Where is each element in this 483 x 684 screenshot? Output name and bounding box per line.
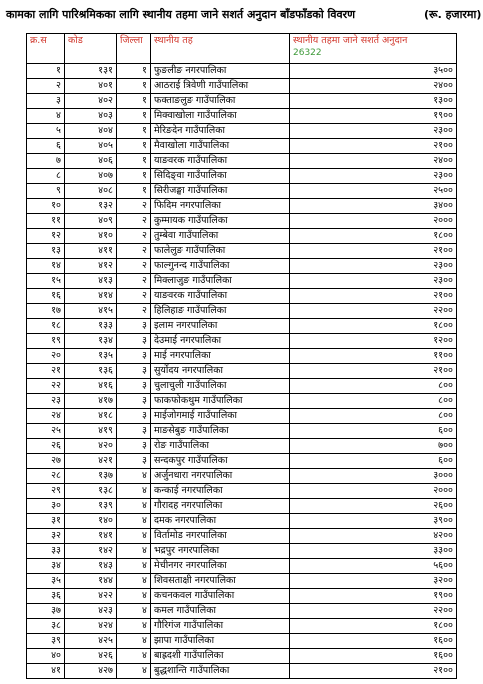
table-row — [27, 289, 457, 304]
cell-sn: ८ — [27, 169, 65, 184]
cell-sn: २१ — [27, 364, 65, 379]
cell-local-level: फिदिम नगरपालिका — [151, 199, 290, 214]
cell-district: ४ — [117, 634, 151, 649]
table-row — [27, 379, 457, 394]
cell-sn: २८ — [27, 469, 65, 484]
cell-local-level: सिदिङ्वा गाउँपालिका — [151, 169, 290, 184]
cell-grant-amount: ६०० — [290, 424, 457, 439]
cell-code: १३७ — [65, 469, 117, 484]
cell-local-level: याङवरक गाउँपालिका — [151, 154, 290, 169]
cell-district: ३ — [117, 439, 151, 454]
table-row — [27, 559, 457, 574]
cell-district: ३ — [117, 319, 151, 334]
cell-code: १३५ — [65, 349, 117, 364]
cell-code: ४०७ — [65, 169, 117, 184]
cell-district: १ — [117, 139, 151, 154]
table-row — [27, 589, 457, 604]
table-row — [27, 259, 457, 274]
cell-code: ४०६ — [65, 154, 117, 169]
cell-sn: ९ — [27, 184, 65, 199]
cell-grant-amount: १८०० — [290, 229, 457, 244]
cell-district: २ — [117, 199, 151, 214]
cell-sn: २४ — [27, 409, 65, 424]
grant-table — [26, 33, 457, 679]
cell-grant-amount: ८०० — [290, 394, 457, 409]
cell-sn: ३६ — [27, 589, 65, 604]
cell-grant-amount: ५६०० — [290, 559, 457, 574]
cell-grant-amount: ७०० — [290, 439, 457, 454]
table-header — [27, 34, 457, 64]
cell-sn: ७ — [27, 154, 65, 169]
table-row — [27, 139, 457, 154]
table-row — [27, 154, 457, 169]
cell-sn: १२ — [27, 229, 65, 244]
cell-sn: १५ — [27, 274, 65, 289]
cell-district: १ — [117, 79, 151, 94]
cell-local-level: फालेलुङ गाउँपालिका — [151, 244, 290, 259]
cell-grant-amount: ४२०० — [290, 529, 457, 544]
table-row — [27, 94, 457, 109]
cell-code: १३६ — [65, 364, 117, 379]
cell-local-level: कुम्मायक गाउँपालिका — [151, 214, 290, 229]
table-row — [27, 469, 457, 484]
cell-code: १३३ — [65, 319, 117, 334]
cell-sn: ४ — [27, 109, 65, 124]
cell-district: ४ — [117, 529, 151, 544]
cell-grant-amount: २४०० — [290, 79, 457, 94]
cell-district: १ — [117, 169, 151, 184]
cell-district: ४ — [117, 574, 151, 589]
cell-local-level: अर्जुनधारा नगरपालिका — [151, 469, 290, 484]
cell-code: ४२० — [65, 439, 117, 454]
cell-grant-amount: २५०० — [290, 184, 457, 199]
cell-sn: ३७ — [27, 604, 65, 619]
cell-grant-amount: १९०० — [290, 109, 457, 124]
cell-district: १ — [117, 154, 151, 169]
table-row — [27, 199, 457, 214]
cell-grant-amount: २००० — [290, 484, 457, 499]
cell-sn: ३९ — [27, 634, 65, 649]
table-row — [27, 649, 457, 664]
cell-code: ४१० — [65, 229, 117, 244]
cell-district: ३ — [117, 454, 151, 469]
cell-code: ४१२ — [65, 259, 117, 274]
cell-local-level: देउमाई नगरपालिका — [151, 334, 290, 349]
cell-code: १३१ — [65, 64, 117, 79]
cell-sn: १३ — [27, 244, 65, 259]
cell-local-level: हिलिहाङ गाउँपालिका — [151, 304, 290, 319]
cell-sn: १७ — [27, 304, 65, 319]
cell-district: ३ — [117, 364, 151, 379]
cell-local-level: बाह्रदशी गाउँपालिका — [151, 649, 290, 664]
cell-code: ४१७ — [65, 394, 117, 409]
cell-local-level: फुङलीङ नगरपालिका — [151, 64, 290, 79]
cell-local-level: मेरिङदेन गाउँपालिका — [151, 124, 290, 139]
cell-code: ४०१ — [65, 79, 117, 94]
cell-district: २ — [117, 274, 151, 289]
table-row — [27, 274, 457, 289]
cell-local-level: आठराई त्रिवेणी गाउँपालिका — [151, 79, 290, 94]
table-row — [27, 169, 457, 184]
table-row — [27, 424, 457, 439]
header-district: जिल्ला — [117, 34, 151, 64]
cell-code: ४२६ — [65, 649, 117, 664]
cell-district: २ — [117, 214, 151, 229]
cell-code: ४१५ — [65, 304, 117, 319]
cell-sn: १० — [27, 199, 65, 214]
cell-local-level: याङवरक गाउँपालिका — [151, 289, 290, 304]
cell-local-level: माङसेबुङ गाउँपालिका — [151, 424, 290, 439]
table-row — [27, 454, 457, 469]
header-grant-code: 26322 — [293, 48, 322, 58]
table-row — [27, 304, 457, 319]
table-row — [27, 394, 457, 409]
cell-grant-amount: २३०० — [290, 259, 457, 274]
cell-code: ४०९ — [65, 214, 117, 229]
cell-code: ४०५ — [65, 139, 117, 154]
header-grant — [290, 34, 457, 64]
cell-grant-amount: ३२०० — [290, 574, 457, 589]
cell-code: १३४ — [65, 334, 117, 349]
cell-code: ४२७ — [65, 664, 117, 679]
cell-local-level: माई नगरपालिका — [151, 349, 290, 364]
table-row — [27, 604, 457, 619]
cell-district: २ — [117, 289, 151, 304]
cell-district: २ — [117, 229, 151, 244]
cell-code: १३२ — [65, 199, 117, 214]
cell-sn: २७ — [27, 454, 65, 469]
cell-local-level: इलाम नगरपालिका — [151, 319, 290, 334]
cell-code: १४२ — [65, 544, 117, 559]
cell-code: ४१९ — [65, 424, 117, 439]
cell-local-level: गौरिगंज गाउँपालिका — [151, 619, 290, 634]
cell-local-level: कन्काई नगरपालिका — [151, 484, 290, 499]
cell-local-level: गौरादह नगरपालिका — [151, 499, 290, 514]
cell-grant-amount: ८०० — [290, 409, 457, 424]
cell-grant-amount: १९०० — [290, 589, 457, 604]
cell-local-level: फाल्गुनन्द गाउँपालिका — [151, 259, 290, 274]
cell-district: २ — [117, 259, 151, 274]
cell-code: ४११ — [65, 244, 117, 259]
cell-code: ४२४ — [65, 619, 117, 634]
cell-sn: २५ — [27, 424, 65, 439]
header-local-level: स्थानीय तह — [151, 34, 290, 64]
cell-local-level: सन्दकपुर गाउँपालिका — [151, 454, 290, 469]
cell-local-level: फक्ताङलुङ गाउँपालिका — [151, 94, 290, 109]
cell-local-level: फाकफोकथुम गाउँपालिका — [151, 394, 290, 409]
cell-code: ४१६ — [65, 379, 117, 394]
header-sn: क्र.स — [27, 34, 65, 64]
table-row — [27, 664, 457, 679]
cell-grant-amount: १८०० — [290, 319, 457, 334]
cell-local-level: भद्रपुर नगरपालिका — [151, 544, 290, 559]
cell-district: ४ — [117, 484, 151, 499]
table-row — [27, 574, 457, 589]
cell-local-level: कमल गाउँपालिका — [151, 604, 290, 619]
cell-district: ३ — [117, 379, 151, 394]
cell-local-level: मेचीनगर नगरपालिका — [151, 559, 290, 574]
cell-local-level: सुर्योदय नगरपालिका — [151, 364, 290, 379]
cell-district: ४ — [117, 499, 151, 514]
cell-grant-amount: २४०० — [290, 154, 457, 169]
cell-grant-amount: २००० — [290, 214, 457, 229]
cell-sn: ३२ — [27, 529, 65, 544]
cell-local-level: माईजोगमाई गाउँपालिका — [151, 409, 290, 424]
table-body — [27, 64, 457, 679]
cell-local-level: बुद्धशान्ति गाउँपालिका — [151, 664, 290, 679]
cell-local-level: सिरीजङ्घा गाउँपालिका — [151, 184, 290, 199]
table-row — [27, 349, 457, 364]
cell-local-level: मिक्लाजुङ गाउँपालिका — [151, 274, 290, 289]
header-grant-label: स्थानीय तहमा जाने सशर्त अनुदान — [293, 35, 408, 46]
table-row — [27, 109, 457, 124]
cell-sn: ५ — [27, 124, 65, 139]
cell-sn: २२ — [27, 379, 65, 394]
cell-sn: ६ — [27, 139, 65, 154]
cell-grant-amount: ३३०० — [290, 544, 457, 559]
cell-grant-amount: ३५०० — [290, 64, 457, 79]
cell-sn: ४० — [27, 649, 65, 664]
cell-district: ४ — [117, 514, 151, 529]
cell-grant-amount: २६०० — [290, 499, 457, 514]
cell-district: ४ — [117, 559, 151, 574]
cell-district: २ — [117, 244, 151, 259]
cell-local-level: विर्तामोड नगरपालिका — [151, 529, 290, 544]
cell-local-level: रोङ गाउँपालिका — [151, 439, 290, 454]
table-row — [27, 634, 457, 649]
cell-sn: १९ — [27, 334, 65, 349]
cell-grant-amount: २३०० — [290, 124, 457, 139]
cell-sn: १६ — [27, 289, 65, 304]
cell-sn: २९ — [27, 484, 65, 499]
cell-district: ४ — [117, 664, 151, 679]
cell-code: १४३ — [65, 559, 117, 574]
cell-sn: २३ — [27, 394, 65, 409]
cell-local-level: मिक्वाखोला गाउँपालिका — [151, 109, 290, 124]
cell-grant-amount: १२०० — [290, 334, 457, 349]
cell-district: ४ — [117, 649, 151, 664]
cell-code: ४२१ — [65, 454, 117, 469]
cell-local-level: मैवाखोला गाउँपालिका — [151, 139, 290, 154]
cell-district: ३ — [117, 409, 151, 424]
cell-sn: ४१ — [27, 664, 65, 679]
cell-code: ४२५ — [65, 634, 117, 649]
cell-grant-amount: १३०० — [290, 94, 457, 109]
table-row — [27, 124, 457, 139]
table-row — [27, 229, 457, 244]
table-row — [27, 364, 457, 379]
cell-grant-amount: २२०० — [290, 304, 457, 319]
cell-district: ३ — [117, 394, 151, 409]
cell-code: १४१ — [65, 529, 117, 544]
cell-grant-amount: ३४०० — [290, 199, 457, 214]
cell-local-level: कचनकवल गाउँपालिका — [151, 589, 290, 604]
cell-district: १ — [117, 64, 151, 79]
cell-district: २ — [117, 304, 151, 319]
cell-grant-amount: २१०० — [290, 364, 457, 379]
header-code: कोड — [65, 34, 117, 64]
header-row — [6, 4, 480, 30]
cell-district: ३ — [117, 334, 151, 349]
cell-code: ४१३ — [65, 274, 117, 289]
table-row — [27, 499, 457, 514]
cell-grant-amount: १६०० — [290, 634, 457, 649]
cell-code: १४४ — [65, 574, 117, 589]
table-row — [27, 214, 457, 229]
cell-district: ४ — [117, 619, 151, 634]
cell-sn: ३३ — [27, 544, 65, 559]
cell-district: ४ — [117, 604, 151, 619]
cell-grant-amount: २३०० — [290, 274, 457, 289]
table-row — [27, 514, 457, 529]
cell-sn: २ — [27, 79, 65, 94]
cell-grant-amount: २१०० — [290, 244, 457, 259]
unit-note: (रू. हजारमा) — [424, 8, 482, 21]
table-row — [27, 334, 457, 349]
cell-code: ४१४ — [65, 289, 117, 304]
cell-district: ३ — [117, 349, 151, 364]
cell-grant-amount: २२०० — [290, 604, 457, 619]
header-row-cells — [27, 34, 457, 64]
cell-grant-amount: १६०० — [290, 649, 457, 664]
cell-local-level: चुलाचुली गाउँपालिका — [151, 379, 290, 394]
table-row — [27, 319, 457, 334]
cell-code: १४० — [65, 514, 117, 529]
cell-sn: १४ — [27, 259, 65, 274]
cell-grant-amount: ३९०० — [290, 514, 457, 529]
table-row — [27, 244, 457, 259]
cell-code: ४०८ — [65, 184, 117, 199]
cell-local-level: शिवसताक्षी नगरपालिका — [151, 574, 290, 589]
cell-local-level: तुम्बेवा गाउँपालिका — [151, 229, 290, 244]
cell-code: ४२२ — [65, 589, 117, 604]
table-row — [27, 529, 457, 544]
cell-district: ४ — [117, 544, 151, 559]
table-row — [27, 484, 457, 499]
cell-grant-amount: २१०० — [290, 139, 457, 154]
cell-sn: ३ — [27, 94, 65, 109]
table-row — [27, 64, 457, 79]
cell-district: १ — [117, 124, 151, 139]
cell-code: ४२३ — [65, 604, 117, 619]
cell-code: १३९ — [65, 499, 117, 514]
cell-local-level: झापा गाउँपालिका — [151, 634, 290, 649]
cell-code: १३८ — [65, 484, 117, 499]
cell-sn: ३१ — [27, 514, 65, 529]
table-row — [27, 544, 457, 559]
cell-district: १ — [117, 184, 151, 199]
table-row — [27, 184, 457, 199]
cell-sn: ३५ — [27, 574, 65, 589]
cell-grant-amount: ६०० — [290, 454, 457, 469]
cell-local-level: दमक नगरपालिका — [151, 514, 290, 529]
table-row — [27, 409, 457, 424]
cell-grant-amount: ८०० — [290, 379, 457, 394]
cell-grant-amount: २३०० — [290, 169, 457, 184]
cell-code: ४०४ — [65, 124, 117, 139]
cell-code: ४०२ — [65, 94, 117, 109]
cell-district: ३ — [117, 424, 151, 439]
cell-sn: ११ — [27, 214, 65, 229]
cell-district: १ — [117, 94, 151, 109]
cell-district: ४ — [117, 469, 151, 484]
cell-code: ४०३ — [65, 109, 117, 124]
cell-sn: ३४ — [27, 559, 65, 574]
cell-grant-amount: १८०० — [290, 619, 457, 634]
cell-sn: २० — [27, 349, 65, 364]
cell-district: ४ — [117, 589, 151, 604]
cell-district: १ — [117, 109, 151, 124]
cell-sn: ३० — [27, 499, 65, 514]
cell-grant-amount: २१०० — [290, 289, 457, 304]
cell-code: ४१८ — [65, 409, 117, 424]
cell-grant-amount: ३००० — [290, 469, 457, 484]
cell-sn: २६ — [27, 439, 65, 454]
cell-grant-amount: २१०० — [290, 664, 457, 679]
document-title: कामका लागि पारिश्रमिकका लागि स्थानीय तहमा जाने सशर्त अनुदान बाँडफाँडको विवरण — [6, 8, 356, 21]
table-row — [27, 439, 457, 454]
cell-sn: ३८ — [27, 619, 65, 634]
cell-sn: १ — [27, 64, 65, 79]
table-row — [27, 79, 457, 94]
table-row — [27, 619, 457, 634]
cell-sn: १८ — [27, 319, 65, 334]
cell-grant-amount: ११०० — [290, 349, 457, 364]
